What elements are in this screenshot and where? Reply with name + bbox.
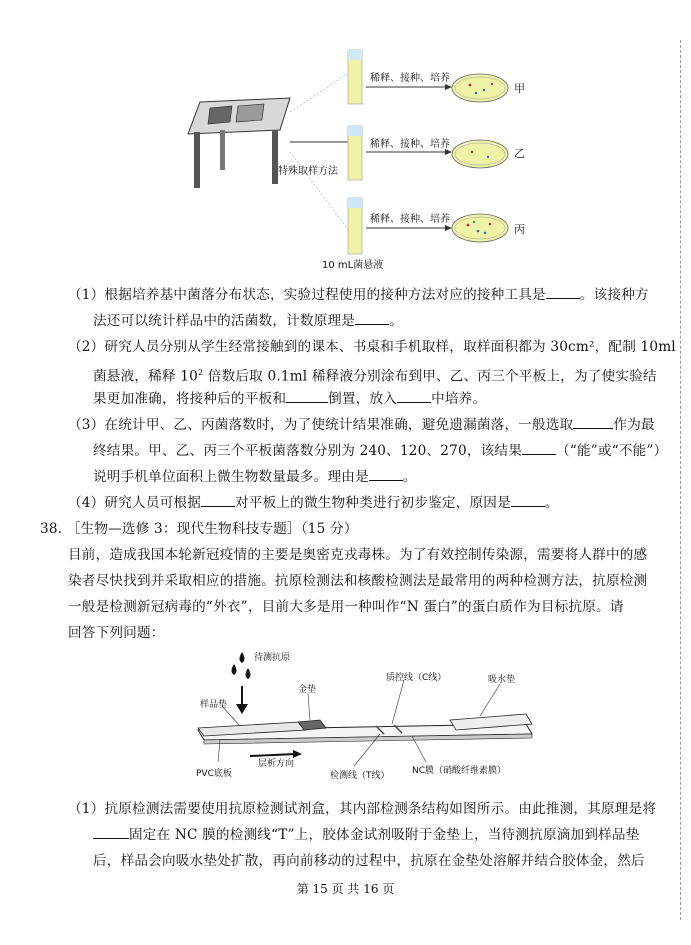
absorbent-pad-label: 吸水垫 <box>488 675 516 685</box>
q38-part1-line1: （1）抗原检测法需要使用抗原检测试剂盒，其内部检测条结构如图所示。由此推测，其原理是将 <box>68 801 657 817</box>
q37-part3-line1: （3）在统计甲、乙、丙菌落数时，为了使统计结果准确，避免遗漏菌落，一般选取 作为最 <box>68 412 655 438</box>
q38-intro-line1: 目前，造成我国本轮新冠疫情的主要是奥密克戎毒株。为了有效控制传染源，需要将人群中的感 <box>68 547 648 563</box>
test-line-label: 检测线（T线） <box>330 771 390 781</box>
q38-intro-line4: 回答下列问题： <box>68 625 165 641</box>
q37-part1-line2: 法还可以统计样品中的活菌数，计数原理是 。 <box>93 308 403 334</box>
tube-bottom <box>348 198 362 254</box>
step-label-bottom: 稀释、接种、培养 <box>370 214 450 225</box>
plate-jia <box>452 74 508 102</box>
q38-header: 38. ［生物—选修 3：现代生物科技专题］（15 分） <box>40 521 358 537</box>
tube-middle <box>348 126 362 180</box>
flow-direction-label: 层析方向 <box>258 759 295 769</box>
q38-part1-line3: 后，样品会向吸水垫处扩散，再向前移动的过程中，抗原在金垫处溶解并结合胶体金，然后 <box>93 853 645 869</box>
q37-part4: （4）研究人员可根据 对平板上的微生物种类进行初步鉴定，原因是 。 <box>68 490 559 516</box>
answer-blank[interactable] <box>511 492 545 507</box>
q37-part3-line2: 终结果。甲、乙、丙三个平板菌落数分别为 240、120、270，该结果 （“能”或“不能”） <box>93 438 667 464</box>
answer-blank[interactable] <box>201 492 235 507</box>
plate-label-bing: 丙 <box>514 223 525 236</box>
control-line-label: 质控线（C线） <box>386 673 447 683</box>
nc-membrane-label: NC膜（硝酸纤维素膜） <box>412 766 507 776</box>
q37-part2-line2: 菌悬液，稀释 $10^2$ 倍数后取 0.1ml 稀释液分别涂布到甲、乙、丙三个平板上，为了使实验结 <box>93 368 657 385</box>
sample-pad-label: 样品垫 <box>200 700 228 710</box>
step-label-top: 稀释、接种、培养 <box>370 73 450 84</box>
sampling-method-label: 特殊取样方法 <box>278 166 338 177</box>
answer-blank[interactable] <box>369 466 403 481</box>
q37-part2-line3: 果更加准确，将接种后的平板和 倒置，放入 中培养。 <box>93 386 486 412</box>
antigen-drops-icon <box>232 652 251 679</box>
q37-part1-line1: （1）根据培养基中菌落分布状态，实验过程使用的接种方法对应的接种工具是 。该接种方 <box>68 282 649 308</box>
q37-part3-line3: 说明手机单位面积上微生物数量最多。理由是 。 <box>93 464 417 490</box>
gold-pad-label: 金垫 <box>298 685 317 695</box>
answer-blank[interactable] <box>355 310 389 325</box>
plate-label-jia: 甲 <box>514 82 525 95</box>
step-label-middle: 稀释、接种、培养 <box>370 139 450 150</box>
antigen-label: 待测抗原 <box>254 653 291 663</box>
tube-label: 10 mL菌悬液 <box>322 260 384 271</box>
tube-top <box>348 50 362 104</box>
q37-part2-line1: （2）研究人员分别从学生经常接触到的课本、书桌和手机取样，取样面积都为 30cm²，配制 10ml <box>68 339 676 355</box>
answer-blank[interactable] <box>93 824 129 839</box>
answer-blank[interactable] <box>573 414 613 429</box>
plate-bing <box>452 214 508 242</box>
answer-blank[interactable] <box>286 388 328 403</box>
sampling-figure <box>180 42 540 270</box>
answer-blank[interactable] <box>546 284 580 299</box>
q38-part1-line2: 固定在 NC 膜的检测线“T”上，胶体金试剂吸附于金垫上，当待测抗原滴加到样品垫 <box>93 822 640 848</box>
q38-intro-line3: 一般是检测新冠病毒的“外衣”，目前大多是用一种叫作“N 蛋白”的蛋白质作为目标抗原。请 <box>68 599 624 615</box>
pvc-base-label: PVC底板 <box>196 769 232 779</box>
margin-dashed-line <box>680 40 681 920</box>
page-footer: 第 15 页 共 16 页 <box>296 882 395 896</box>
q38-intro-line2: 染者尽快找到并采取相应的措施。抗原检测法和核酸检测法是最常用的两种检测方法，抗原检测 <box>68 573 648 589</box>
answer-blank[interactable] <box>522 440 556 455</box>
plate-label-yi: 乙 <box>514 147 525 160</box>
table-icon <box>188 98 290 188</box>
plate-yi <box>452 140 508 168</box>
answer-blank[interactable] <box>397 388 431 403</box>
